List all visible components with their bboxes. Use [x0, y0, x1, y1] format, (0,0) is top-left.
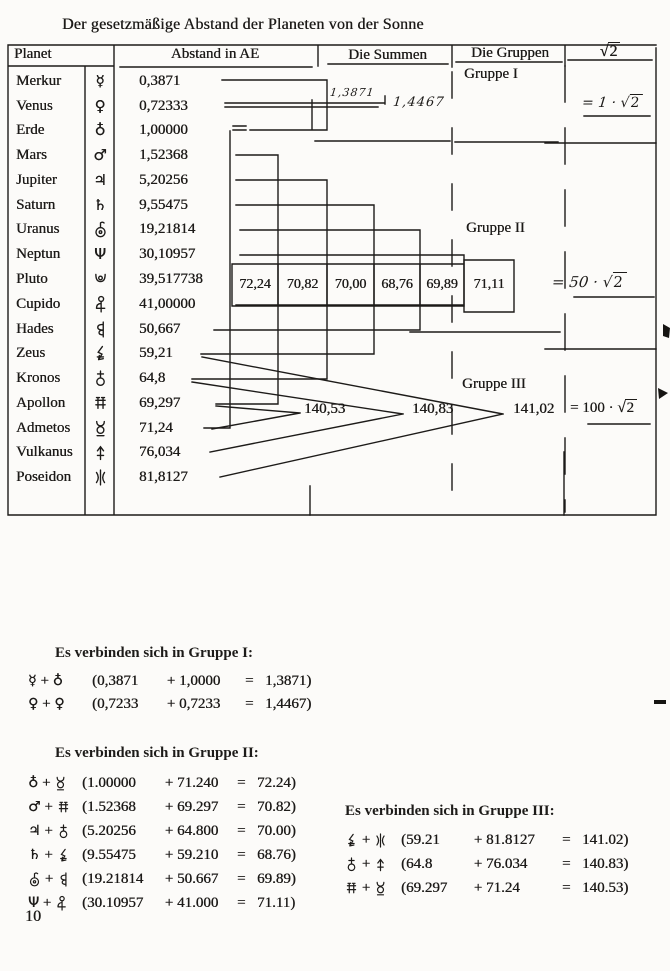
close-paren: ): [290, 895, 296, 911]
scan-artifact-1: [663, 324, 670, 338]
table-row: [8, 341, 528, 366]
admetos-symbol: [54, 775, 67, 792]
kronos-symbol: [57, 823, 70, 840]
plus-sign: +: [361, 856, 371, 872]
column-header-sums: Die Summen: [348, 47, 427, 63]
hades-symbol: [57, 871, 70, 888]
symbol-pair: [345, 876, 401, 900]
table-row: [8, 118, 528, 143]
distance-value: 19,21814: [139, 221, 196, 237]
close-paren: ): [290, 775, 296, 791]
radical-sign: √: [617, 400, 626, 416]
table-row: [8, 168, 528, 193]
close-paren: ): [623, 832, 629, 848]
pluto-symbol: [85, 267, 115, 292]
planet-name: Kronos: [16, 370, 61, 386]
section-heading: Es verbinden sich in Gruppe II:: [55, 745, 259, 761]
result: 70.82: [257, 799, 291, 815]
addend-b: 64.800: [177, 823, 219, 839]
open-paren: (: [92, 673, 97, 689]
result: 1,3871: [265, 673, 307, 689]
symbol-pair: [28, 693, 92, 716]
planet-name: Jupiter: [16, 172, 57, 188]
addend-a: 30.10957: [87, 895, 144, 911]
equation-row: [28, 843, 296, 867]
plus-sign: +: [164, 775, 174, 791]
radicand: 2: [608, 42, 620, 60]
distance-value: 5,20256: [139, 172, 188, 188]
sum-box-value: 72,24: [239, 277, 271, 292]
result: 72.24: [257, 775, 291, 791]
distance-value: 1,00000: [139, 122, 188, 138]
open-paren: (: [82, 823, 87, 839]
table-row: [8, 416, 528, 441]
equals-sign: =: [237, 775, 246, 791]
close-paren: ): [290, 871, 296, 887]
planet-name: Cupido: [16, 296, 61, 312]
table-row: [8, 317, 528, 342]
radicand: 2: [629, 94, 644, 111]
distance-value: 71,24: [139, 420, 173, 436]
plus-sign: +: [166, 696, 176, 712]
distance-value: 9,55475: [139, 197, 188, 213]
uranus-symbol: [28, 871, 41, 888]
distance-value: 41,00000: [139, 296, 196, 312]
sqrt2-times-1: [581, 95, 643, 111]
mars-symbol: ♂: [28, 799, 41, 815]
sqrt2-times-50-prefix: = 50 ·: [551, 273, 599, 291]
section-gruppe3: [345, 803, 628, 900]
table-row: [8, 69, 528, 94]
equation-row: [28, 867, 296, 891]
column-header-planet: Planet: [14, 46, 52, 62]
plus-sign: +: [44, 871, 54, 887]
admetos-symbol: [85, 416, 115, 441]
column-header-groups: Die Gruppen: [471, 45, 549, 61]
planet-name: Vulkanus: [16, 444, 73, 460]
open-paren: (: [82, 895, 87, 911]
table-row: [8, 465, 528, 490]
plus-sign: +: [473, 832, 483, 848]
equation-row: [345, 852, 628, 876]
equation-row: [28, 795, 296, 819]
open-paren: (: [82, 799, 87, 815]
result: 71.11: [257, 895, 291, 911]
plus-sign: +: [164, 871, 174, 887]
planet-name: Neptun: [16, 246, 61, 262]
distance-value: 0,72333: [139, 98, 188, 114]
kronos-symbol: [345, 856, 358, 873]
plus-sign: +: [40, 673, 49, 689]
symbol-pair: [28, 819, 82, 843]
saturn-symbol: ♄: [93, 196, 107, 214]
addend-a: 9.55475: [87, 847, 136, 863]
addend-b: 69.297: [177, 799, 219, 815]
scan-artifact-2: [658, 388, 668, 399]
symbol-pair: [28, 670, 92, 693]
gruppe3-value-2: 140,83: [412, 401, 454, 417]
addend-a: 0,7233: [97, 696, 139, 712]
sqrt2-times-1-prefix: = 1 ·: [581, 95, 617, 111]
erde-symbol: ♁: [94, 121, 106, 139]
zeus-symbol: [57, 847, 70, 864]
addend-a: 64.8: [406, 856, 433, 872]
radical-sign: √: [619, 95, 631, 111]
addend-b: 76.034: [486, 856, 528, 872]
addend-a: 1.00000: [87, 775, 136, 791]
addend-a: 69.297: [406, 880, 448, 896]
hades-symbol: [85, 317, 115, 342]
addend-a: 0,3871: [97, 673, 139, 689]
saturn-symbol: ♄: [28, 847, 41, 863]
distance-value: 30,10957: [139, 246, 196, 262]
equals-sign: =: [237, 799, 246, 815]
distance-value: 76,034: [139, 444, 181, 460]
close-paren: ): [290, 823, 296, 839]
addend-b: 81.8127: [486, 832, 535, 848]
sum-box-value: 68,76: [381, 277, 413, 292]
planet-name: Merkur: [16, 73, 61, 89]
sum-box-value: 70,82: [286, 277, 319, 292]
group-label-3: Gruppe III: [462, 376, 526, 392]
sqrt2-times-100-prefix: = 100 ·: [570, 400, 614, 416]
plus-sign: +: [164, 895, 174, 911]
gruppe3-value-1: 140,53: [304, 401, 346, 417]
poseidon-symbol: [85, 465, 115, 490]
equation-row: [28, 670, 311, 693]
radical-sign: √: [599, 43, 609, 60]
distance-value: 50,667: [139, 321, 181, 337]
plus-sign: +: [361, 832, 371, 848]
radical-sign: √: [601, 273, 614, 291]
vulkanus-symbol: [85, 440, 115, 465]
plus-sign: +: [42, 696, 51, 712]
section-heading: Es verbinden sich in Gruppe I:: [55, 645, 253, 661]
page-number: 10: [25, 908, 41, 925]
addend-b: 59.210: [177, 847, 219, 863]
document-title: Der gesetzmäßige Abstand der Planeten von der Sonne: [62, 16, 424, 33]
equals-sign: =: [237, 871, 246, 887]
equation-row: [28, 771, 296, 795]
planet-name: Poseidon: [16, 469, 72, 485]
erde-symbol: ♁: [52, 673, 63, 689]
result: 140.53: [582, 880, 624, 896]
planet-name: Erde: [16, 122, 45, 138]
distance-value: 81,8127: [139, 469, 188, 485]
table-row: [8, 440, 528, 465]
plus-sign: +: [164, 823, 174, 839]
planet-name: Admetos: [16, 420, 71, 436]
zeus-symbol: [85, 341, 115, 366]
plus-sign: +: [164, 847, 174, 863]
neptun-symbol: Ψ: [28, 895, 40, 911]
radicand: 2: [625, 399, 637, 416]
planet-name: Hades: [16, 321, 54, 337]
equation-row: [345, 828, 628, 852]
table-row: [8, 366, 528, 391]
planet-name: Uranus: [16, 221, 60, 237]
result: 140.83: [582, 856, 624, 872]
addend-a: 1.52368: [87, 799, 136, 815]
equals-sign: =: [237, 895, 246, 911]
symbol-pair: [345, 828, 401, 852]
poseidon-symbol: [374, 832, 387, 849]
addend-b: 50.667: [177, 871, 219, 887]
addend-a: 19.21814: [87, 871, 144, 887]
open-paren: (: [82, 847, 87, 863]
distance-value: 39,517738: [139, 271, 203, 287]
admetos-symbol: [374, 880, 387, 897]
sum-box-value: 70,00: [334, 277, 367, 292]
sum-box-value: 69,89: [426, 277, 458, 292]
close-paren: ): [306, 673, 312, 689]
uranus-symbol: [85, 217, 115, 242]
close-paren: ): [623, 880, 629, 896]
equation-row: [28, 891, 296, 915]
plus-sign: +: [44, 847, 53, 863]
radicand: 2: [611, 272, 627, 291]
plus-sign: +: [44, 823, 53, 839]
close-paren: ): [623, 856, 629, 872]
group-label-2: Gruppe II: [466, 220, 525, 236]
plus-sign: +: [473, 856, 483, 872]
planet-name: Pluto: [16, 271, 48, 287]
addend-a: 59.21: [406, 832, 440, 848]
planet-name: Apollon: [16, 395, 66, 411]
close-paren: ): [290, 799, 296, 815]
apollon-symbol: [57, 799, 70, 816]
kronos-symbol: [85, 366, 115, 391]
planet-name: Zeus: [16, 345, 46, 361]
addend-b: 1,0000: [179, 673, 221, 689]
equation-row: [28, 693, 311, 716]
sum-box-value: 71,11: [473, 277, 505, 292]
symbol-pair: [28, 771, 82, 795]
handwritten-underlines: [574, 116, 654, 424]
open-paren: (: [401, 880, 406, 896]
erde-symbol: ♁: [28, 775, 39, 791]
neptun-symbol: Ψ: [94, 245, 106, 263]
result: 1,4467: [265, 696, 307, 712]
result: 68.76: [257, 847, 291, 863]
equals-sign: =: [562, 856, 571, 872]
symbol-pair: [345, 852, 401, 876]
plus-sign: +: [42, 895, 52, 911]
open-paren: (: [82, 775, 87, 791]
cupido-symbol: [55, 895, 68, 912]
equals-sign: =: [562, 880, 571, 896]
addend-b: 41.000: [177, 895, 219, 911]
result: 69.89: [257, 871, 291, 887]
symbol-pair: [28, 795, 82, 819]
symbol-pair: [28, 843, 82, 867]
planet-name: Mars: [16, 147, 47, 163]
handwritten-sum-2: 1,4467: [392, 95, 446, 110]
zeus-symbol: [345, 832, 358, 849]
merkur-symbol: ☿: [95, 72, 105, 90]
jupiter-symbol: ♃: [28, 823, 41, 839]
section-gruppe1: [28, 645, 311, 716]
close-paren: ): [290, 847, 296, 863]
venus-symbol: ♀: [94, 97, 106, 115]
distance-value: 0,3871: [139, 73, 181, 89]
scan-artifact-3: [654, 700, 666, 704]
plus-sign: +: [42, 775, 51, 791]
section-gruppe2: [28, 745, 296, 915]
column-header-distance: Abstand in AE: [170, 46, 260, 62]
distance-value: 1,52368: [139, 147, 188, 163]
table-row: [8, 94, 528, 119]
equation-row: [345, 876, 628, 900]
venus-symbol: ♀: [28, 696, 39, 712]
equals-sign: =: [237, 823, 246, 839]
venus-symbol: ♀: [54, 696, 65, 712]
plus-sign: +: [361, 880, 371, 896]
gruppe3-value-3: 141,02: [513, 401, 555, 417]
apollon-symbol: [85, 391, 115, 416]
column-header-sqrt2: [568, 43, 652, 61]
plus-sign: +: [44, 799, 53, 815]
plus-sign: +: [473, 880, 483, 896]
addend-a: 5.20256: [87, 823, 136, 839]
planet-name: Saturn: [16, 197, 56, 213]
distance-value: 59,21: [139, 345, 173, 361]
sqrt2-times-50: [551, 273, 627, 291]
addend-b: 71.24: [486, 880, 520, 896]
jupiter-symbol: ♃: [93, 171, 107, 189]
merkur-symbol: ☿: [28, 673, 37, 689]
apollon-symbol: [345, 880, 358, 897]
cupido-symbol: [85, 292, 115, 317]
result: 70.00: [257, 823, 291, 839]
open-paren: (: [82, 871, 87, 887]
addend-b: 71.240: [177, 775, 219, 791]
equation-row: [28, 819, 296, 843]
table-row: [8, 217, 528, 242]
distance-value: 69,297: [139, 395, 181, 411]
plus-sign: +: [164, 799, 174, 815]
equals-sign: =: [245, 696, 254, 712]
plus-sign: +: [166, 673, 176, 689]
distance-value: 64,8: [139, 370, 166, 386]
open-paren: (: [92, 696, 97, 712]
equals-sign: =: [237, 847, 246, 863]
symbol-pair: [28, 867, 82, 891]
close-paren: ): [306, 696, 312, 712]
open-paren: (: [401, 832, 406, 848]
result: 141.02: [582, 832, 624, 848]
group-label-1: Gruppe I: [464, 66, 518, 82]
open-paren: (: [401, 856, 406, 872]
mars-symbol: ♂: [93, 146, 107, 164]
table-row: [8, 143, 528, 168]
equals-sign: =: [562, 832, 571, 848]
planet-name: Venus: [16, 98, 53, 114]
table-row: [8, 193, 528, 218]
handwritten-sum-1: 1,3871: [329, 86, 376, 99]
section-heading: Es verbinden sich in Gruppe III:: [345, 803, 555, 819]
addend-b: 0,7233: [179, 696, 221, 712]
sqrt2-times-100: [570, 400, 637, 417]
equals-sign: =: [245, 673, 254, 689]
vulkanus-symbol: [374, 856, 387, 873]
